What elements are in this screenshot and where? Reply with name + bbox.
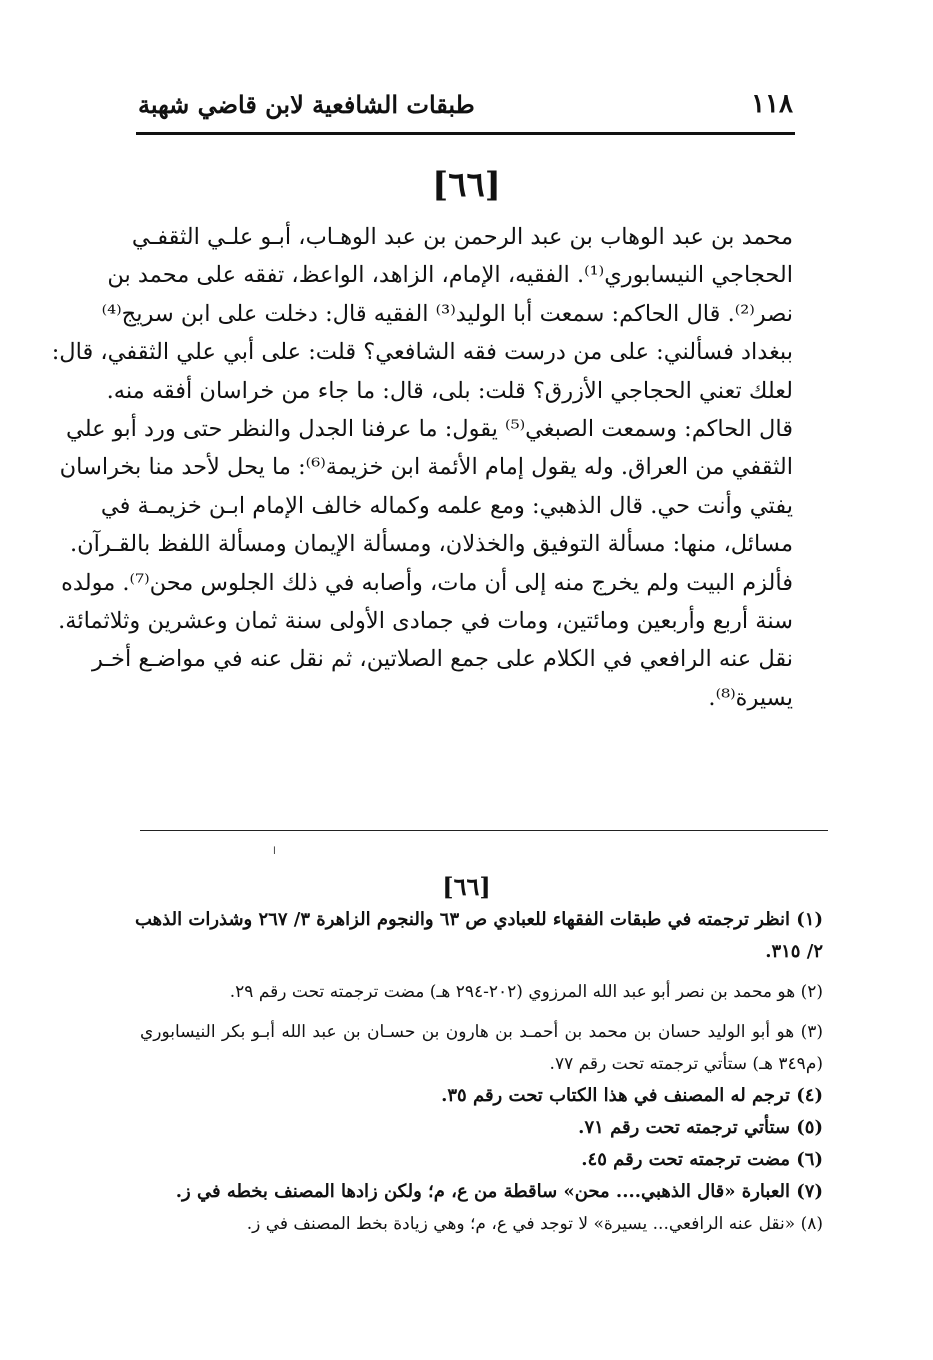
footnote-line: (٤) ترجم له المصنف في هذا الكتاب تحت رقم ٣٥. (441, 1085, 823, 1106)
page-number: ١١٨ (751, 89, 793, 119)
text-line: نقل عنه الرافعي في الكلام على جمع الصلاتين، ثم نقل عنه في مواضـع أخـر (92, 646, 793, 673)
text-line: فألزم البيت ولم يخرج منه إلى أن مات، وأصابه في ذلك الجلوس محن⁽⁷⁾. مولده (61, 569, 793, 596)
text-line: يفتي وأنت حي. قال الذهبي: ومع علمه وكماله خالف الإمام ابـن خزيمـة في (100, 492, 793, 519)
footnote-line: (٢) هو محمد بن نصر أبو عبد الله المرزوي (٢٠٢-٢٩٤ هـ) مضت ترجمته تحت رقم ٢٩. (229, 982, 823, 1002)
footnote-separator (140, 830, 828, 831)
text-line: ببغداد فسألني: على من درست فقه الشافعي؟ قلت: على أبي علي الثقفي، قال: (51, 339, 793, 366)
footnote-line: (٧) العبارة «قال الذهبي.... محن» ساقطة من ع، م؛ ولكن زادها المصنف بخطه في ز. (175, 1181, 823, 1202)
header-rule (136, 132, 795, 135)
footnote-line: (٨) «نقل عنه الرافعي... يسيرة» لا توجد في ع، م؛ وهي زيادة بخط المصنف في ز. (246, 1214, 823, 1234)
footnote-line: (١) انظر ترجمته في طبقات الفقهاء للعبادي ص ٦٣ والنجوم الزاهرة ٣/ ٢٦٧ وشذرات الذهب (135, 909, 823, 930)
entry-number: [٦٦] (432, 165, 501, 205)
footnotes (135, 904, 823, 1240)
text-line: الحجاجي النيسابوري⁽¹⁾. الفقيه، الإمام، الزاهد، الواعظ، تفقه على محمد بن (107, 262, 793, 289)
footnote-line: (٣) هو أبو الوليد حسان بن محمد بن أحمـد بن هارون بن حسـان بن عبد الله أبـو بكر النيسابوري (140, 1022, 823, 1042)
footnote-line: (٥) ستأتي ترجمته تحت رقم ٧١. (578, 1117, 823, 1138)
text-line: مسائل، منها: مسألة التوفيق والخذلان، ومسألة الإيمان ومسألة اللفظ بالقـرآن. (69, 531, 793, 558)
text-line: محمد بن عبد الوهاب بن عبد الرحمن بن عبد الوهـاب، أبـو علـي الثقفـي (131, 224, 793, 250)
footnote-entry-number: [٦٦] (442, 872, 491, 901)
running-title: طبقات الشافعية لابن قاضي شهبة (138, 89, 475, 119)
footnote-line: (٦) مضت ترجمته تحت رقم ٤٥. (581, 1149, 823, 1170)
text-line: قال الحاكم: وسمعت الصبغي⁽⁵⁾ يقول: ما عرفنا الجدل والنظر حتى ورد أبو علي (65, 415, 793, 442)
footnote-line: ٢/ ٣١٥. (765, 941, 823, 962)
text-line: سنة أربع وأربعين ومائتين، ومات في جمادى الأولى سنة ثمان وعشرين وثلاثمائة. (58, 607, 793, 634)
text-line: نصر⁽²⁾. قال الحاكم: سمعت أبا الوليد⁽³⁾ الفقيه قال: دخلت على ابن سريج⁽⁴⁾ (101, 300, 793, 327)
text-line: يسيرة⁽⁸⁾. (708, 684, 793, 711)
text-line: الثقفي من العراق. وله يقول إمام الأئمة ابن خزيمة⁽⁶⁾: ما يحل لأحد منا بخراسان (59, 454, 793, 481)
stray-mark: ا (273, 846, 276, 857)
page-header (138, 84, 793, 124)
footnote-line: (م٣٤٩ هـ) ستأتي ترجمته تحت رقم ٧٧. (549, 1054, 823, 1074)
biography-text (51, 218, 793, 717)
text-line: لعلك تعني الحجاجي الأزرق؟ قلت: بلى، قال: ما جاء من خراسان أفقه منه. (106, 377, 793, 404)
